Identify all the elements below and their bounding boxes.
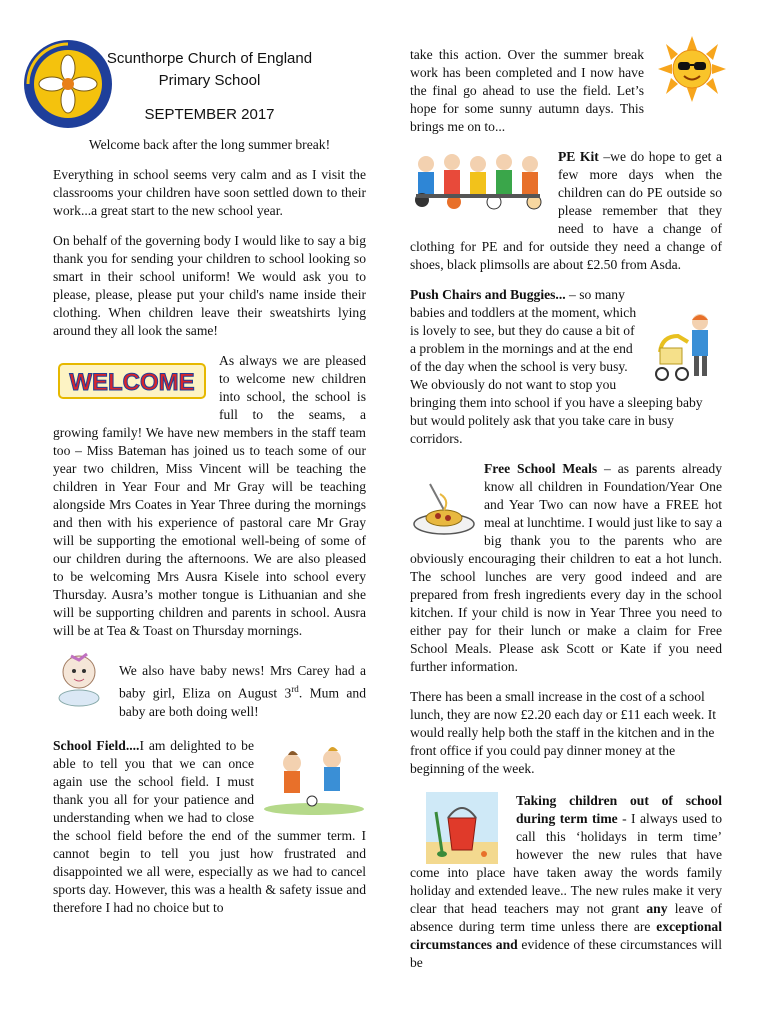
term-time-text-3: evidence of these circumstances will be [410,937,722,970]
term-time-heading: Taking children out of school during term time [516,793,722,826]
free-school-meals-text: – as parents already know all children in Foundation/Year One and Year Two can now have a FREE hot meal at lunchtime. I would just like to say a big thank you to the parents who are obviously encouraging their children to eat a hot lunch. The school lunches are very good indeed and are prepared from fresh ingredients every day in the school kitchen. If your child is now in Year Three you need to either pay for their lunch or make a claim for Free School Meals. Please ask Scott or Kate if you need further information. [410,461,722,674]
pe-kit-text: –we do hope to get a few more days when the children can do PE outside so please remember that they need to have a change of clothing for PE and for outside they need a change of shoes, black plimsolls are about £2.50 from Asda. [410,149,722,272]
paragraph-field-action: take this action. Over the summer break work has been completed and I now have the final go ahead to use the field. Let’s hope for some sunny autumn days. This brings me on to... [410,47,644,134]
baby-news-text-part1: We also have baby news! Mrs Carey had a baby girl, Eliza on August 3 [119,663,366,701]
welcome-banner-text: WELCOME [69,369,195,396]
school-name-line1: Scunthorpe Church of England [106,50,313,67]
baby-news-date-suffix: rd [291,684,299,694]
school-name-line2: Primary School [158,72,261,89]
pushchairs-text: – so many babies and toddlers at the moment, which is lovely to see, but they do cause a bit of a problem in the mornings and at the end of the day when the school is very busy. We obviously do not want to stop you bringing them into school if you have a sleeping baby but would politely ask that you take care in busy corridors. [410,287,703,446]
welcome-back-text: Welcome back after the long summer break! [88,137,331,152]
paragraph-governing-body: On behalf of the governing body I would like to say a big thank you for sending your children to school looking so smart in their school uniform! We would ask you to please, please, please put your child's name inside their clothing. When children leave their sweatshirts lying around they all look the same! [53,233,366,338]
baby-news-text-part2: . Mum and baby are both doing well! [119,685,367,719]
free-school-meals-heading: Free School Meals [484,461,598,476]
bucket-and-spade-image [426,792,498,864]
pe-kit-heading: PE Kit [558,149,599,164]
children-playing-image [262,737,366,817]
sun-with-sunglasses-icon [650,36,734,102]
term-time-exceptional: exceptional circumstances and [410,919,722,952]
term-time-text-1: - I always used to call this ‘holidays in term time’ however the new rules that have come into place have taken away the words family holiday and extended leave.. The new rules make it very clear that head teachers may not grant [410,811,722,916]
paragraph-lunch-price-increase: There has been a small increase in the cost of a school lunch, they are now £2.20 each day or £11 each week. It would really help both the staff in the kitchen and in the front office if you could pay dinner money at the beginning of the week. [410,689,716,776]
newsletter-month: SEPTEMBER 2017 [144,106,275,123]
left-column [53,0,366,917]
school-field-heading: School Field.... [53,737,140,753]
welcome-banner-image [57,354,211,408]
baby-image [53,644,107,708]
spaghetti-plate-image [410,480,476,540]
school-field-text: I am delighted to be able to tell you that we can once again use the school field. I must thank you all for your patience and understanding when we had to close the school field before the end of the summer term. I cannot begin to tell you just how frustrated and disappointed we all were, especially as we had to cancel sports day. However, this was a health & safety issue and therefore I had no choice but to [53,737,366,915]
pushchairs-heading: Push Chairs and Buggies... [410,287,566,302]
pe-kit-children-image [410,148,550,222]
paragraph-staff-news: As always we are pleased to welcome new children into school, the school is full to the seams, a growing family! We have new members in the staff team too – Miss Bateman has joined us to teach some of our year two children, Miss Vincent will be teaching the children in Year Four and Mr Gray will be teaching alongside Mrs Coates in Year Three during the mornings and then with his experience of pastoral care Mr Gray will be supporting the emotional well-being of some of our children during the afternoons. We are also pleased to be welcoming Mrs Ausra Kisele into school every Thursday. Ausra’s mother tongue is Lithuanian and she will be supporting children and parents in school. Ausra will be at Tea & Toast on Thursday mornings. [53,353,366,638]
school-name [53,48,366,92]
term-time-text-2: leave of absence during term time unless there are [410,901,723,934]
right-column [410,0,722,972]
child-with-pushchair-image [652,312,718,386]
paragraph-calm: Everything in school seems very calm and as I visit the classrooms your children have soon settled down to their work...a great start to the new school year. [53,167,366,218]
term-time-any: any [646,901,668,916]
